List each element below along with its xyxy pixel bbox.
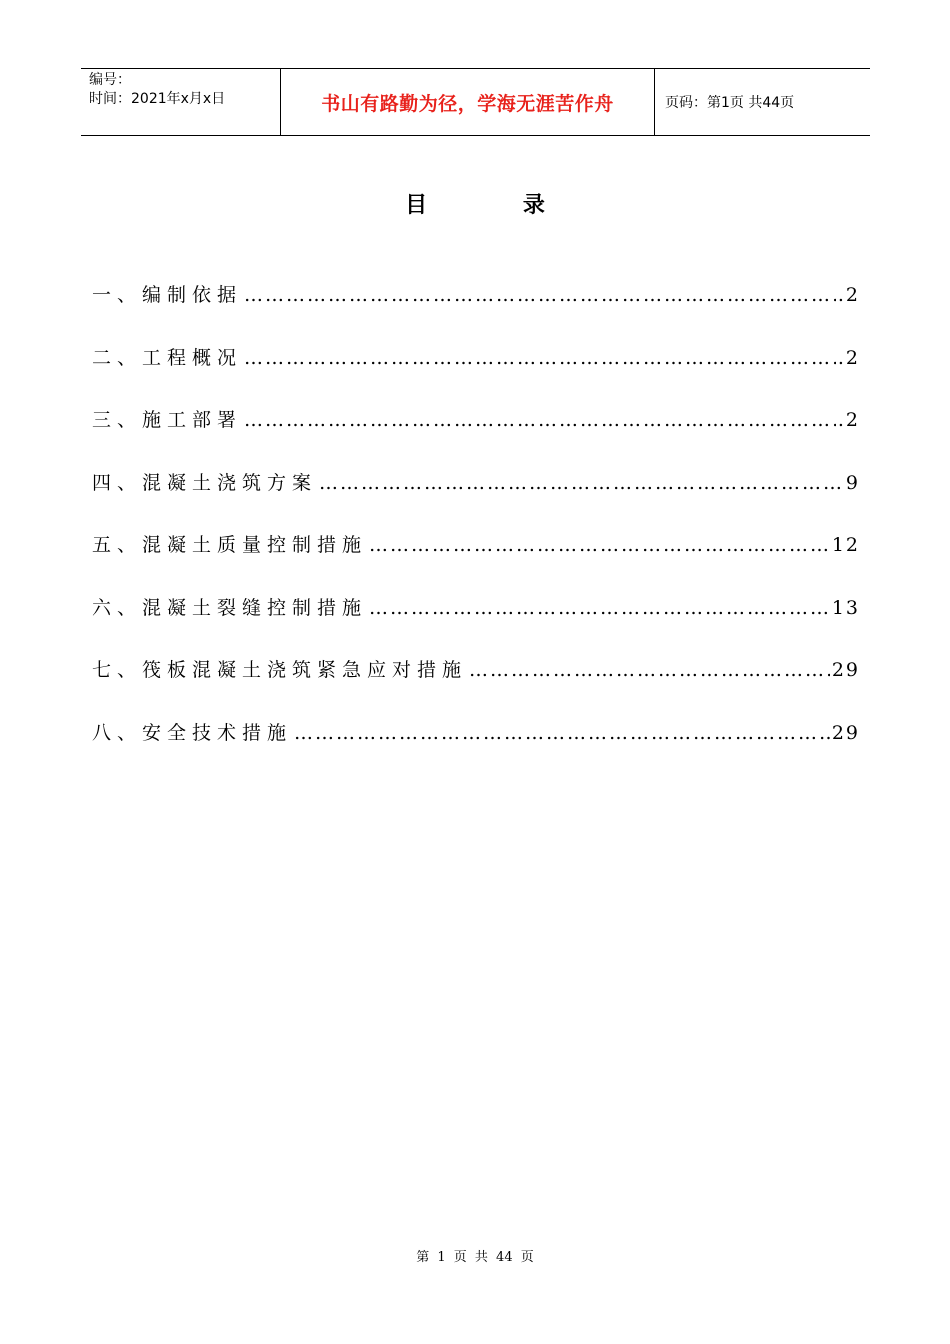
toc-leader xyxy=(244,284,836,306)
toc-leader xyxy=(244,347,836,369)
toc-item-page: .2 xyxy=(837,346,860,369)
toc-item-label: 八、安全技术措施 xyxy=(92,721,293,744)
toc-leader xyxy=(369,597,830,619)
toc-leader xyxy=(244,409,836,431)
toc-item-label: 三、施工部署 xyxy=(92,409,243,431)
toc-item-label: 四、混凝土浇筑方案 xyxy=(92,471,318,494)
toc-leader xyxy=(369,534,830,556)
toc-item-label: 六、混凝土裂缝控制措施 xyxy=(92,596,368,619)
number-label: 编号： xyxy=(89,72,131,88)
toc-leader xyxy=(294,722,830,744)
table-of-contents xyxy=(92,280,860,780)
header-page-info: 页码：第1页 共44页 xyxy=(665,95,795,111)
toc-item-label: 七、筏板混凝土浇筑紧急应对措施 xyxy=(92,659,468,681)
toc-item-page: 9 xyxy=(845,471,860,494)
toc-item-page: 29 xyxy=(831,721,860,744)
toc-item[interactable] xyxy=(92,655,860,718)
toc-item[interactable] xyxy=(92,718,860,781)
toc-item[interactable] xyxy=(92,280,860,343)
toc-item-label: 二、工程概况 xyxy=(92,346,243,369)
toc-item-page: .2 xyxy=(837,409,860,431)
page-title: 目 录 xyxy=(405,192,589,218)
toc-leader xyxy=(319,472,844,494)
toc-item-page: 29 xyxy=(831,659,860,681)
toc-item-page: .2 xyxy=(837,284,860,306)
toc-item[interactable] xyxy=(92,530,860,593)
header-meta xyxy=(81,69,281,135)
toc-item-page: 12 xyxy=(831,534,860,556)
page-footer: 第 1 页 共 44 页 xyxy=(416,1250,534,1265)
toc-item[interactable] xyxy=(92,405,860,468)
toc-item[interactable] xyxy=(92,468,860,531)
time-label: 时间：2021年x月x日 xyxy=(89,91,226,107)
page-header xyxy=(81,68,870,136)
toc-leader xyxy=(469,659,830,681)
toc-item[interactable] xyxy=(92,343,860,406)
toc-item-page: 13 xyxy=(831,596,860,619)
toc-item-label: 五、混凝土质量控制措施 xyxy=(92,534,368,556)
toc-item-label: 一、编制依据 xyxy=(92,284,243,306)
header-motto: 书山有路勤为径，学海无涯苦作舟 xyxy=(281,69,655,135)
toc-item[interactable] xyxy=(92,593,860,656)
